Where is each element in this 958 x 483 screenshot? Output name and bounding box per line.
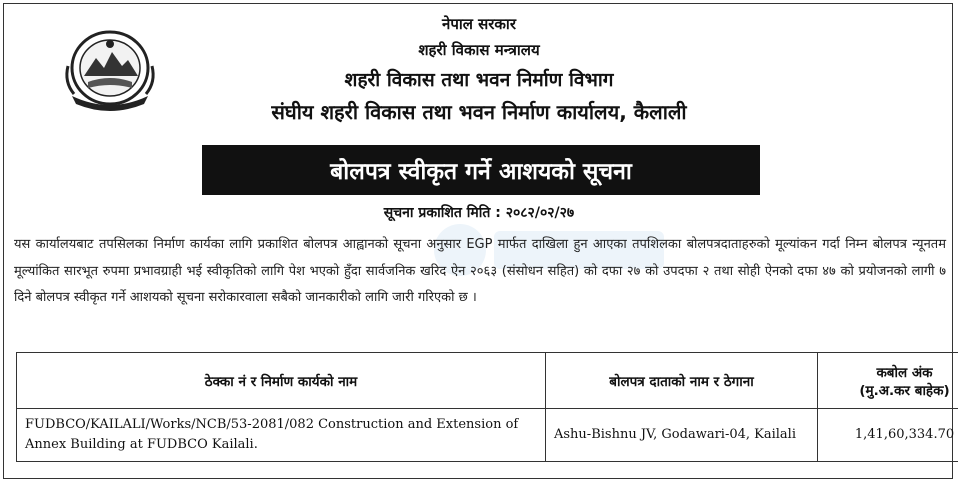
- cell-contract: FUDBCO/KAILALI/Works/NCB/53-2081/082 Construction and Extension of Annex Building at FUDBCO Kailali.: [17, 409, 546, 462]
- cell-amount: 1,41,60,334.70: [818, 409, 958, 462]
- header-amount: [818, 353, 958, 409]
- publication-date: सूचना प्रकाशित मिति : २०८२/०२/२७: [383, 205, 575, 221]
- header-office: संघीय शहरी विकास तथा भवन निर्माण कार्यालय, कैलाली: [271, 100, 687, 124]
- header-amount-line1: कबोल अंक: [876, 364, 933, 381]
- cell-bidder: Ashu-Bishnu JV, Godawari-04, Kailali: [546, 409, 818, 462]
- table-row: [17, 409, 958, 462]
- bid-table: [16, 352, 958, 462]
- header-government: नेपाल सरकार: [442, 15, 516, 33]
- notice-body: यस कार्यालयबाट तपसिलका निर्माण कार्यका लागि प्रकाशित बोलपत्र आह्वानको सूचना अनुसार EGP मार्फत दाखिला हुन आएका तपशिलका बोलपत्रदाताहरुको मूल्यांकन गर्दा निम्न बोलपत्र न्यूनतम मूल्यांकित सारभूत रुपमा प्रभावग्राही भई स्वीकृतिको लागि पेश भएको हुँदा सार्वजनिक खरिद ऐन २०६३ (संसोधन सहित) को दफा २७ को उपदफा २ तथा सोही ऐनको दफा ४७ को प्रयोजनको लागी ७ दिने बोलपत्र स्वीकृत गर्ने आशयको सूचना सरोकारवाला सबैको जानकारीको लागि जारी गरिएको छ ।: [14, 237, 946, 305]
- table-header-row: [17, 353, 958, 409]
- header-department: शहरी विकास तथा भवन निर्माण विभाग: [344, 69, 614, 91]
- notice-title-banner: [202, 145, 760, 195]
- header-contract: ठेक्का नं र निर्माण कार्यको नाम: [17, 353, 546, 409]
- notice-title: बोलपत्र स्वीकृत गर्ने आशयको सूचना: [330, 159, 632, 185]
- header-ministry: शहरी विकास मन्त्रालय: [418, 41, 540, 59]
- header-amount-line2: (मु.अ.कर बाहेक): [859, 382, 950, 399]
- header-bidder: बोलपत्र दाताको नाम र ठेगाना: [546, 353, 818, 409]
